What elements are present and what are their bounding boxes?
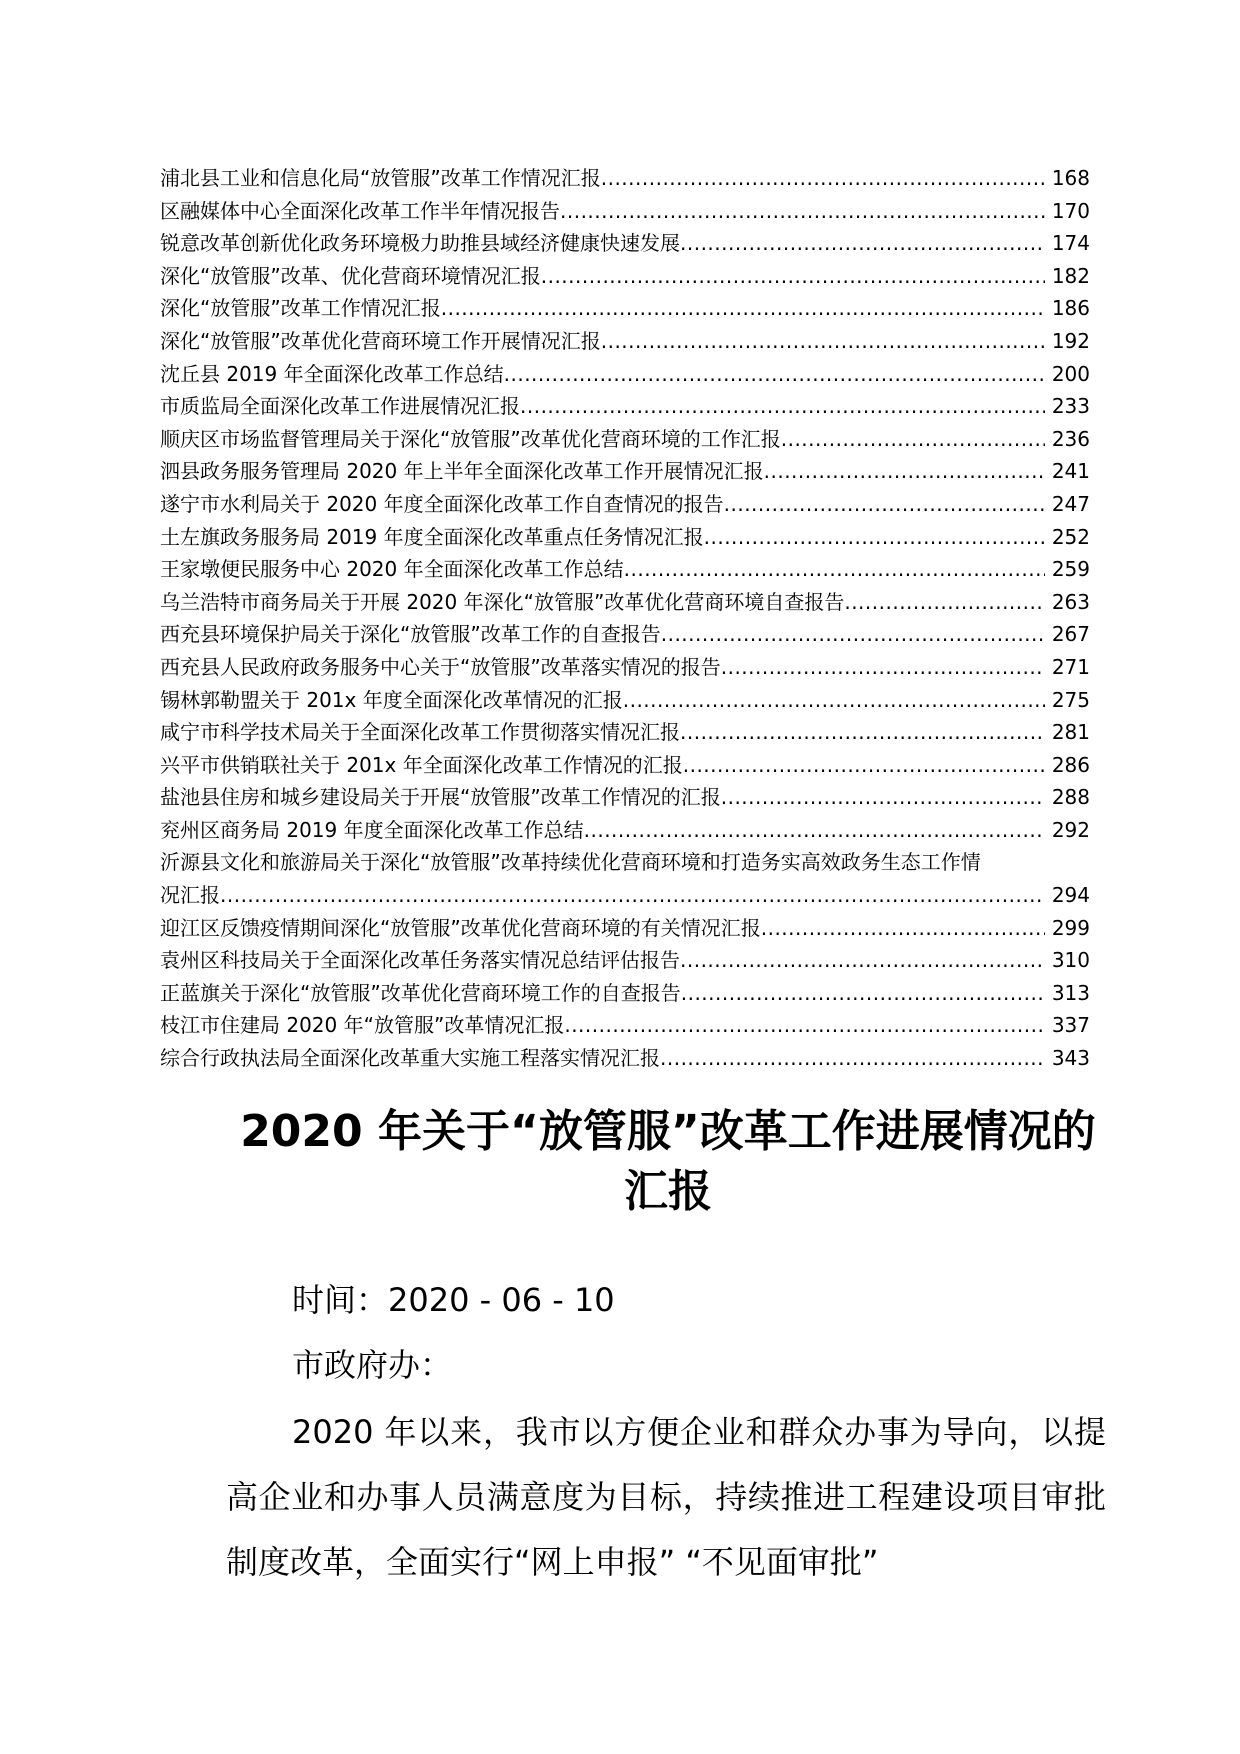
article-recipient: 市政府办：	[292, 1346, 453, 1384]
toc-entry-title: 遂宁市水利局关于 2020 年度全面深化改革工作自查情况的报告	[160, 491, 724, 516]
toc-entry-title: 兖州区商务局 2019 年度全面深化改革工作总结	[160, 817, 584, 842]
toc-entry-page: 186	[1051, 296, 1090, 321]
toc-entry[interactable]	[160, 618, 1090, 651]
toc-entry-page: 259	[1051, 557, 1090, 582]
toc-entry-page: 192	[1051, 328, 1090, 353]
toc-leader-dots	[764, 455, 1045, 488]
toc-entry-page: 170	[1051, 198, 1090, 223]
toc-leader-dots	[681, 977, 1045, 1010]
toc-leader-dots	[601, 325, 1045, 358]
toc-entry-title: 浦北县工业和信息化局“放管服”改革工作情况汇报	[160, 166, 601, 190]
toc-entry-title: 沈丘县 2019 年全面深化改革工作总结	[160, 361, 504, 386]
toc-leader-dots	[683, 749, 1045, 782]
toc-entry-title: 土左旗政务服务局 2019 年度全面深化改革重点任务情况汇报	[160, 524, 704, 549]
toc-entry-title: 咸宁市科学技术局关于全面深化改革工作贯彻落实情况汇报	[160, 720, 680, 745]
toc-entry-title: 泗县政务服务管理局 2020 年上半年全面深化改革工作开展情况汇报	[160, 459, 764, 484]
toc-entry-title: 锐意改革创新优化政务环境极力助推县域经济健康快速发展	[160, 231, 680, 256]
toc-entry[interactable]	[160, 586, 1090, 619]
toc-leader-dots	[504, 358, 1045, 391]
toc-entry[interactable]	[160, 325, 1090, 358]
toc-entry-page: 267	[1051, 622, 1090, 647]
toc-entry[interactable]	[160, 1009, 1090, 1042]
toc-leader-dots	[624, 553, 1045, 586]
toc-entry[interactable]	[160, 684, 1090, 717]
toc-entry-page: 174	[1051, 231, 1090, 256]
toc-entry-title: 枝江市住建局 2020 年“放管服”改革情况汇报	[160, 1013, 565, 1038]
toc-entry-title: 王家墩便民服务中心 2020 年全面深化改革工作总结	[160, 557, 624, 582]
toc-entry-page: 271	[1051, 654, 1090, 679]
toc-entry[interactable]	[160, 260, 1090, 293]
toc-entry[interactable]	[160, 716, 1090, 749]
toc-entry[interactable]	[160, 455, 1090, 488]
article-body-paragraph: 2020 年以来，我市以方便企业和群众办事为导向，以提高企业和办事人员满意度为目标，持续推进工程建设项目审批制度改革，全面实行“网上申报” “不见面审批”	[226, 1413, 1106, 1581]
toc-entry-title: 正蓝旗关于深化“放管服”改革优化营商环境工作的自查报告	[160, 980, 681, 1005]
toc-leader-dots	[601, 162, 1045, 195]
toc-entry-page: 168	[1051, 166, 1090, 190]
toc-entry-title: 袁州区科技局关于全面深化改革任务落实情况总结评估报告	[160, 948, 680, 973]
toc-leader-dots	[584, 814, 1045, 847]
toc-entry-title: 西充县人民政府政务服务中心关于“放管服”改革落实情况的报告	[160, 654, 721, 679]
toc-entry-page: 310	[1051, 948, 1090, 973]
toc-leader-dots	[220, 879, 1045, 912]
toc-entry-title: 西充县环境保护局关于深化“放管服”改革工作的自查报告	[160, 622, 661, 647]
toc-entry[interactable]	[160, 521, 1090, 554]
toc-entry[interactable]	[160, 390, 1090, 423]
toc-entry[interactable]	[160, 1042, 1090, 1075]
toc-entry-continuation	[160, 879, 1090, 912]
toc-leader-dots	[721, 781, 1045, 814]
toc-entry[interactable]	[160, 749, 1090, 782]
article-date: 时间：2020 - 06 - 10	[292, 1281, 615, 1319]
toc-entry-title: 顺庆区市场监督管理局关于深化“放管服”改革优化营商环境的工作汇报	[160, 426, 781, 451]
toc-entry-page: 247	[1051, 491, 1090, 516]
toc-entry[interactable]	[160, 814, 1090, 847]
toc-entry[interactable]	[160, 195, 1090, 228]
toc-leader-dots	[680, 227, 1045, 260]
toc-entry-title-cont: 况汇报	[160, 883, 220, 908]
toc-entry-page: 313	[1051, 980, 1090, 1005]
toc-entry[interactable]	[160, 162, 1090, 195]
toc-entry-title: 市质监局全面深化改革工作进展情况汇报	[160, 394, 520, 419]
toc-leader-dots	[844, 586, 1045, 619]
toc-entry[interactable]	[160, 488, 1090, 521]
toc-entry-page: 286	[1051, 752, 1090, 777]
toc-entry[interactable]	[160, 846, 1090, 911]
toc-entry-title: 区融媒体中心全面深化改革工作半年情况报告	[160, 198, 560, 223]
toc-entry-page: 241	[1051, 459, 1090, 484]
toc-leader-dots	[623, 684, 1045, 717]
toc-leader-dots	[564, 1009, 1045, 1042]
toc-entry-page: 343	[1051, 1046, 1090, 1071]
toc-entry-page: 299	[1051, 915, 1090, 940]
toc-entry-page: 292	[1051, 817, 1090, 842]
toc-entry[interactable]	[160, 944, 1090, 977]
toc-entry-page: 233	[1051, 394, 1090, 419]
toc-entry-page: 294	[1051, 883, 1090, 908]
toc-leader-dots	[704, 521, 1045, 554]
toc-leader-dots	[541, 260, 1045, 293]
toc-entry-page: 200	[1051, 361, 1090, 386]
toc-leader-dots	[660, 1042, 1045, 1075]
toc-entry[interactable]	[160, 227, 1090, 260]
toc-leader-dots	[781, 423, 1045, 456]
toc-entry-page: 252	[1051, 524, 1090, 549]
toc-entry-title: 乌兰浩特市商务局关于开展 2020 年深化“放管服”改革优化营商环境自查报告	[160, 589, 845, 614]
toc-entry-title: 锡林郭勒盟关于 201x 年度全面深化改革情况的汇报	[160, 687, 623, 712]
toc-entry[interactable]	[160, 651, 1090, 684]
toc-entry-page: 275	[1051, 687, 1090, 712]
toc-entry-page: 236	[1051, 426, 1090, 451]
toc-entry[interactable]	[160, 358, 1090, 391]
toc-entry-title: 综合行政执法局全面深化改革重大实施工程落实情况汇报	[160, 1046, 660, 1071]
toc-entry-title: 深化“放管服”改革优化营商环境工作开展情况汇报	[160, 328, 601, 353]
toc-entry-title: 迎江区反馈疫情期间深化“放管服”改革优化营商环境的有关情况汇报	[160, 915, 761, 940]
toc-entry-page: 337	[1051, 1013, 1090, 1038]
toc-entry-title: 深化“放管服”改革、优化营商环境情况汇报	[160, 263, 541, 288]
toc-entry-page: 281	[1051, 720, 1090, 745]
toc-leader-dots	[661, 618, 1045, 651]
toc-entry-page: 288	[1051, 785, 1090, 810]
article-title: 2020 年关于“放管服”改革工作进展情况的汇报	[240, 1106, 1096, 1217]
toc-leader-dots	[721, 651, 1045, 684]
toc-entry[interactable]	[160, 292, 1090, 325]
toc-entry-title: 盐池县住房和城乡建设局关于开展“放管服”改革工作情况的汇报	[160, 785, 721, 810]
toc-leader-dots	[724, 488, 1045, 521]
toc-entry[interactable]	[160, 912, 1090, 945]
toc-entry-page: 263	[1051, 589, 1090, 614]
toc-leader-dots	[441, 292, 1045, 325]
toc-entry[interactable]	[160, 423, 1090, 456]
toc-entry-page: 182	[1051, 263, 1090, 288]
toc-leader-dots	[680, 716, 1045, 749]
toc-entry[interactable]	[160, 553, 1090, 586]
toc-entry-title: 深化“放管服”改革工作情况汇报	[160, 296, 441, 321]
toc-leader-dots	[680, 944, 1045, 977]
toc-entry-title: 兴平市供销联社关于 201x 年全面深化改革工作情况的汇报	[160, 752, 683, 777]
toc-leader-dots	[560, 195, 1045, 228]
table-of-contents	[160, 162, 1090, 1075]
toc-entry-title: 沂源县文化和旅游局关于深化“放管服”改革持续优化营商环境和打造务实高效政务生态工作情	[160, 850, 981, 875]
toc-entry[interactable]	[160, 977, 1090, 1010]
toc-leader-dots	[520, 390, 1045, 423]
toc-leader-dots	[761, 912, 1045, 945]
toc-entry[interactable]	[160, 781, 1090, 814]
